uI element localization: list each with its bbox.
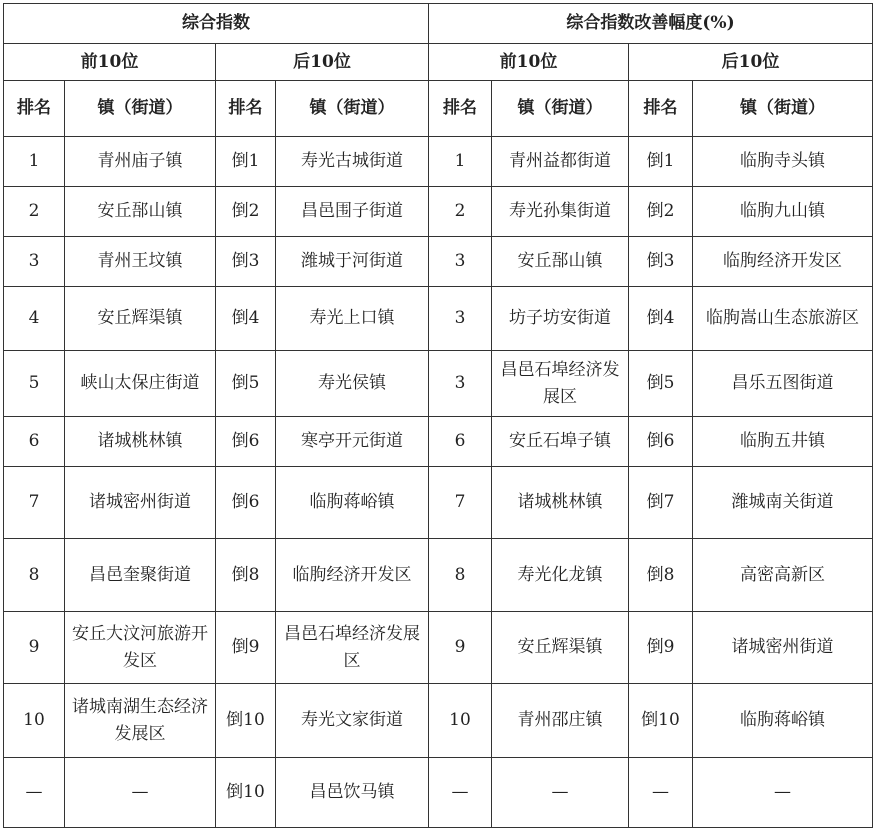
town-cell: 诸城桃林镇 [492,467,629,539]
town-cell: 临朐经济开发区 [693,237,873,287]
town-cell: 青州邵庄镇 [492,684,629,758]
town-cell: 临朐嵩山生态旅游区 [693,287,873,351]
table-row [4,684,873,758]
rank-cell: 3 [4,237,65,287]
rank-cell: 7 [4,467,65,539]
town-cell: 高密高新区 [693,539,873,612]
rank-cell: 倒8 [216,539,276,612]
rank-cell: 1 [429,137,492,187]
rank-cell: 7 [429,467,492,539]
town-cell: — [492,758,629,828]
town-cell: 诸城桃林镇 [65,417,216,467]
rank-cell: 倒3 [629,237,693,287]
rank-cell: 4 [4,287,65,351]
town-cell: 坊子坊安街道 [492,287,629,351]
column-header-rank: 排名 [429,81,492,137]
rank-cell: 倒1 [216,137,276,187]
rank-cell: 倒2 [629,187,693,237]
town-cell: 青州庙子镇 [65,137,216,187]
column-header-town: 镇（街道） [693,81,873,137]
town-cell: 诸城南湖生态经济发展区 [65,684,216,758]
town-cell: 昌邑石埠经济发展区 [276,612,429,684]
town-cell: 峡山太保庄街道 [65,351,216,417]
town-cell: 寿光孙集街道 [492,187,629,237]
rank-cell: 倒4 [216,287,276,351]
town-cell: 寿光侯镇 [276,351,429,417]
rank-cell: 8 [429,539,492,612]
town-cell: 临朐五井镇 [693,417,873,467]
table-row [4,467,873,539]
rank-cell: 1 [4,137,65,187]
header-composite-index: 综合指数 [4,4,429,44]
column-header-town: 镇（街道） [276,81,429,137]
header-improvement-bottom10: 后10位 [629,44,873,81]
rank-cell: 倒5 [216,351,276,417]
column-header-town: 镇（街道） [492,81,629,137]
rank-cell: 倒3 [216,237,276,287]
town-cell: 寿光文家街道 [276,684,429,758]
table-row [4,612,873,684]
town-cell: 诸城密州街道 [65,467,216,539]
rank-cell: — [629,758,693,828]
rank-cell: 9 [429,612,492,684]
rank-cell: 倒10 [216,684,276,758]
town-cell: 安丘辉渠镇 [492,612,629,684]
town-cell: 安丘大汶河旅游开发区 [65,612,216,684]
rank-cell: 3 [429,237,492,287]
town-cell: 寿光古城街道 [276,137,429,187]
town-cell: 临朐经济开发区 [276,539,429,612]
town-cell: — [65,758,216,828]
town-cell: 临朐寺头镇 [693,137,873,187]
table-row [4,237,873,287]
rank-cell: 6 [4,417,65,467]
rank-cell: 倒2 [216,187,276,237]
town-cell: 安丘辉渠镇 [65,287,216,351]
ranking-table [3,3,873,828]
rank-cell: 倒7 [629,467,693,539]
rank-cell: 10 [4,684,65,758]
column-header-rank: 排名 [216,81,276,137]
rank-cell: 倒9 [216,612,276,684]
rank-cell: 3 [429,287,492,351]
table-row [4,287,873,351]
town-cell: 昌乐五图街道 [693,351,873,417]
town-cell: 寿光上口镇 [276,287,429,351]
town-cell: 临朐九山镇 [693,187,873,237]
town-cell: 青州王坟镇 [65,237,216,287]
table-row [4,758,873,828]
rank-cell: — [429,758,492,828]
rank-cell: 倒8 [629,539,693,612]
rank-cell: 倒9 [629,612,693,684]
table-row [4,539,873,612]
rank-cell: 3 [429,351,492,417]
rank-cell: 5 [4,351,65,417]
column-header-rank: 排名 [4,81,65,137]
rank-cell: 倒5 [629,351,693,417]
town-cell: 安丘石埠子镇 [492,417,629,467]
table-row [4,351,873,417]
rank-cell: 10 [429,684,492,758]
town-cell: 昌邑奎聚街道 [65,539,216,612]
rank-cell: 倒10 [216,758,276,828]
town-cell: 临朐蒋峪镇 [276,467,429,539]
header-improvement-index: 综合指数改善幅度(%) [429,4,873,44]
town-cell: 潍城南关街道 [693,467,873,539]
town-cell: 潍城于河街道 [276,237,429,287]
rank-cell: 倒1 [629,137,693,187]
table-row [4,417,873,467]
town-cell: 寒亭开元街道 [276,417,429,467]
rank-cell: 倒6 [216,467,276,539]
town-cell: 寿光化龙镇 [492,539,629,612]
header-composite-bottom10: 后10位 [216,44,429,81]
rank-cell: 倒6 [629,417,693,467]
town-cell: 安丘郚山镇 [65,187,216,237]
town-cell: — [693,758,873,828]
rank-cell: 2 [4,187,65,237]
town-cell: 临朐蒋峪镇 [693,684,873,758]
rank-cell: 倒4 [629,287,693,351]
header-improvement-top10: 前10位 [429,44,629,81]
town-cell: 青州益都街道 [492,137,629,187]
town-cell: 诸城密州街道 [693,612,873,684]
column-header-rank: 排名 [629,81,693,137]
rank-cell: 8 [4,539,65,612]
town-cell: 昌邑饮马镇 [276,758,429,828]
column-header-town: 镇（街道） [65,81,216,137]
rank-cell: 倒6 [216,417,276,467]
town-cell: 昌邑围子街道 [276,187,429,237]
rank-cell: — [4,758,65,828]
table-row [4,137,873,187]
rank-cell: 2 [429,187,492,237]
rank-cell: 倒10 [629,684,693,758]
table-row [4,187,873,237]
header-composite-top10: 前10位 [4,44,216,81]
rank-cell: 6 [429,417,492,467]
rank-cell: 9 [4,612,65,684]
town-cell: 昌邑石埠经济发展区 [492,351,629,417]
town-cell: 安丘郚山镇 [492,237,629,287]
